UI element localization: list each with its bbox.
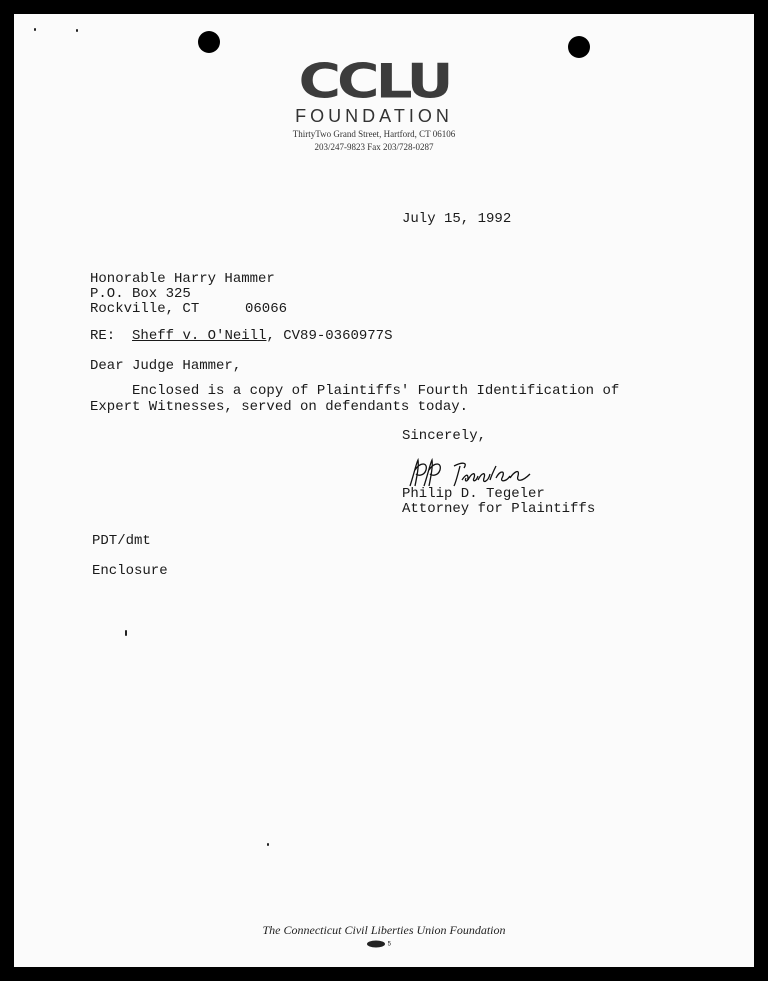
signature xyxy=(406,456,546,490)
recipient-name: Honorable Harry Hammer xyxy=(90,271,275,287)
case-name: Sheff v. O'Neill xyxy=(132,328,267,344)
footer-organization: The Connecticut Civil Liberties Union Foundation xyxy=(262,923,506,937)
letter-page xyxy=(14,14,754,967)
case-number: , CV89-0360977S xyxy=(266,328,393,344)
recipient-zip: 06066 xyxy=(245,301,288,317)
recipient-po-box: P.O. Box 325 xyxy=(90,286,191,302)
speck xyxy=(267,843,269,846)
cclu-logo: CCLU xyxy=(298,53,450,109)
enclosure-note: Enclosure xyxy=(92,563,168,579)
re-line xyxy=(90,329,392,344)
valediction: Sincerely, xyxy=(402,428,487,444)
punch-hole-left xyxy=(198,31,220,53)
letterhead xyxy=(279,52,469,153)
signer-title: Attorney for Plaintiffs xyxy=(402,501,596,517)
punch-hole-right xyxy=(568,36,590,58)
body-line-2: Expert Witnesses, served on defendants today. xyxy=(90,399,469,415)
re-label: RE: xyxy=(90,328,116,344)
letter-date: July 15, 1992 xyxy=(402,211,512,227)
union-bug xyxy=(366,940,391,948)
union-bug-number: 5 xyxy=(387,941,392,948)
speck xyxy=(76,29,78,32)
logo-subtitle: FOUNDATION xyxy=(295,106,453,126)
letterhead-phone: 203/247-9823 Fax 203/728-0287 xyxy=(314,142,434,152)
union-bug-icon xyxy=(366,940,386,948)
speck xyxy=(34,28,36,31)
recipient-city: Rockville, CT xyxy=(90,301,200,317)
body-line-1: Enclosed is a copy of Plaintiffs' Fourth Identification of xyxy=(90,383,620,399)
salutation: Dear Judge Hammer, xyxy=(90,358,242,374)
speck xyxy=(125,630,127,636)
signer-name: Philip D. Tegeler xyxy=(402,486,545,502)
letterhead-address: ThirtyTwo Grand Street, Hartford, CT 06106 xyxy=(292,129,456,139)
typist-initials: PDT/dmt xyxy=(92,533,151,549)
